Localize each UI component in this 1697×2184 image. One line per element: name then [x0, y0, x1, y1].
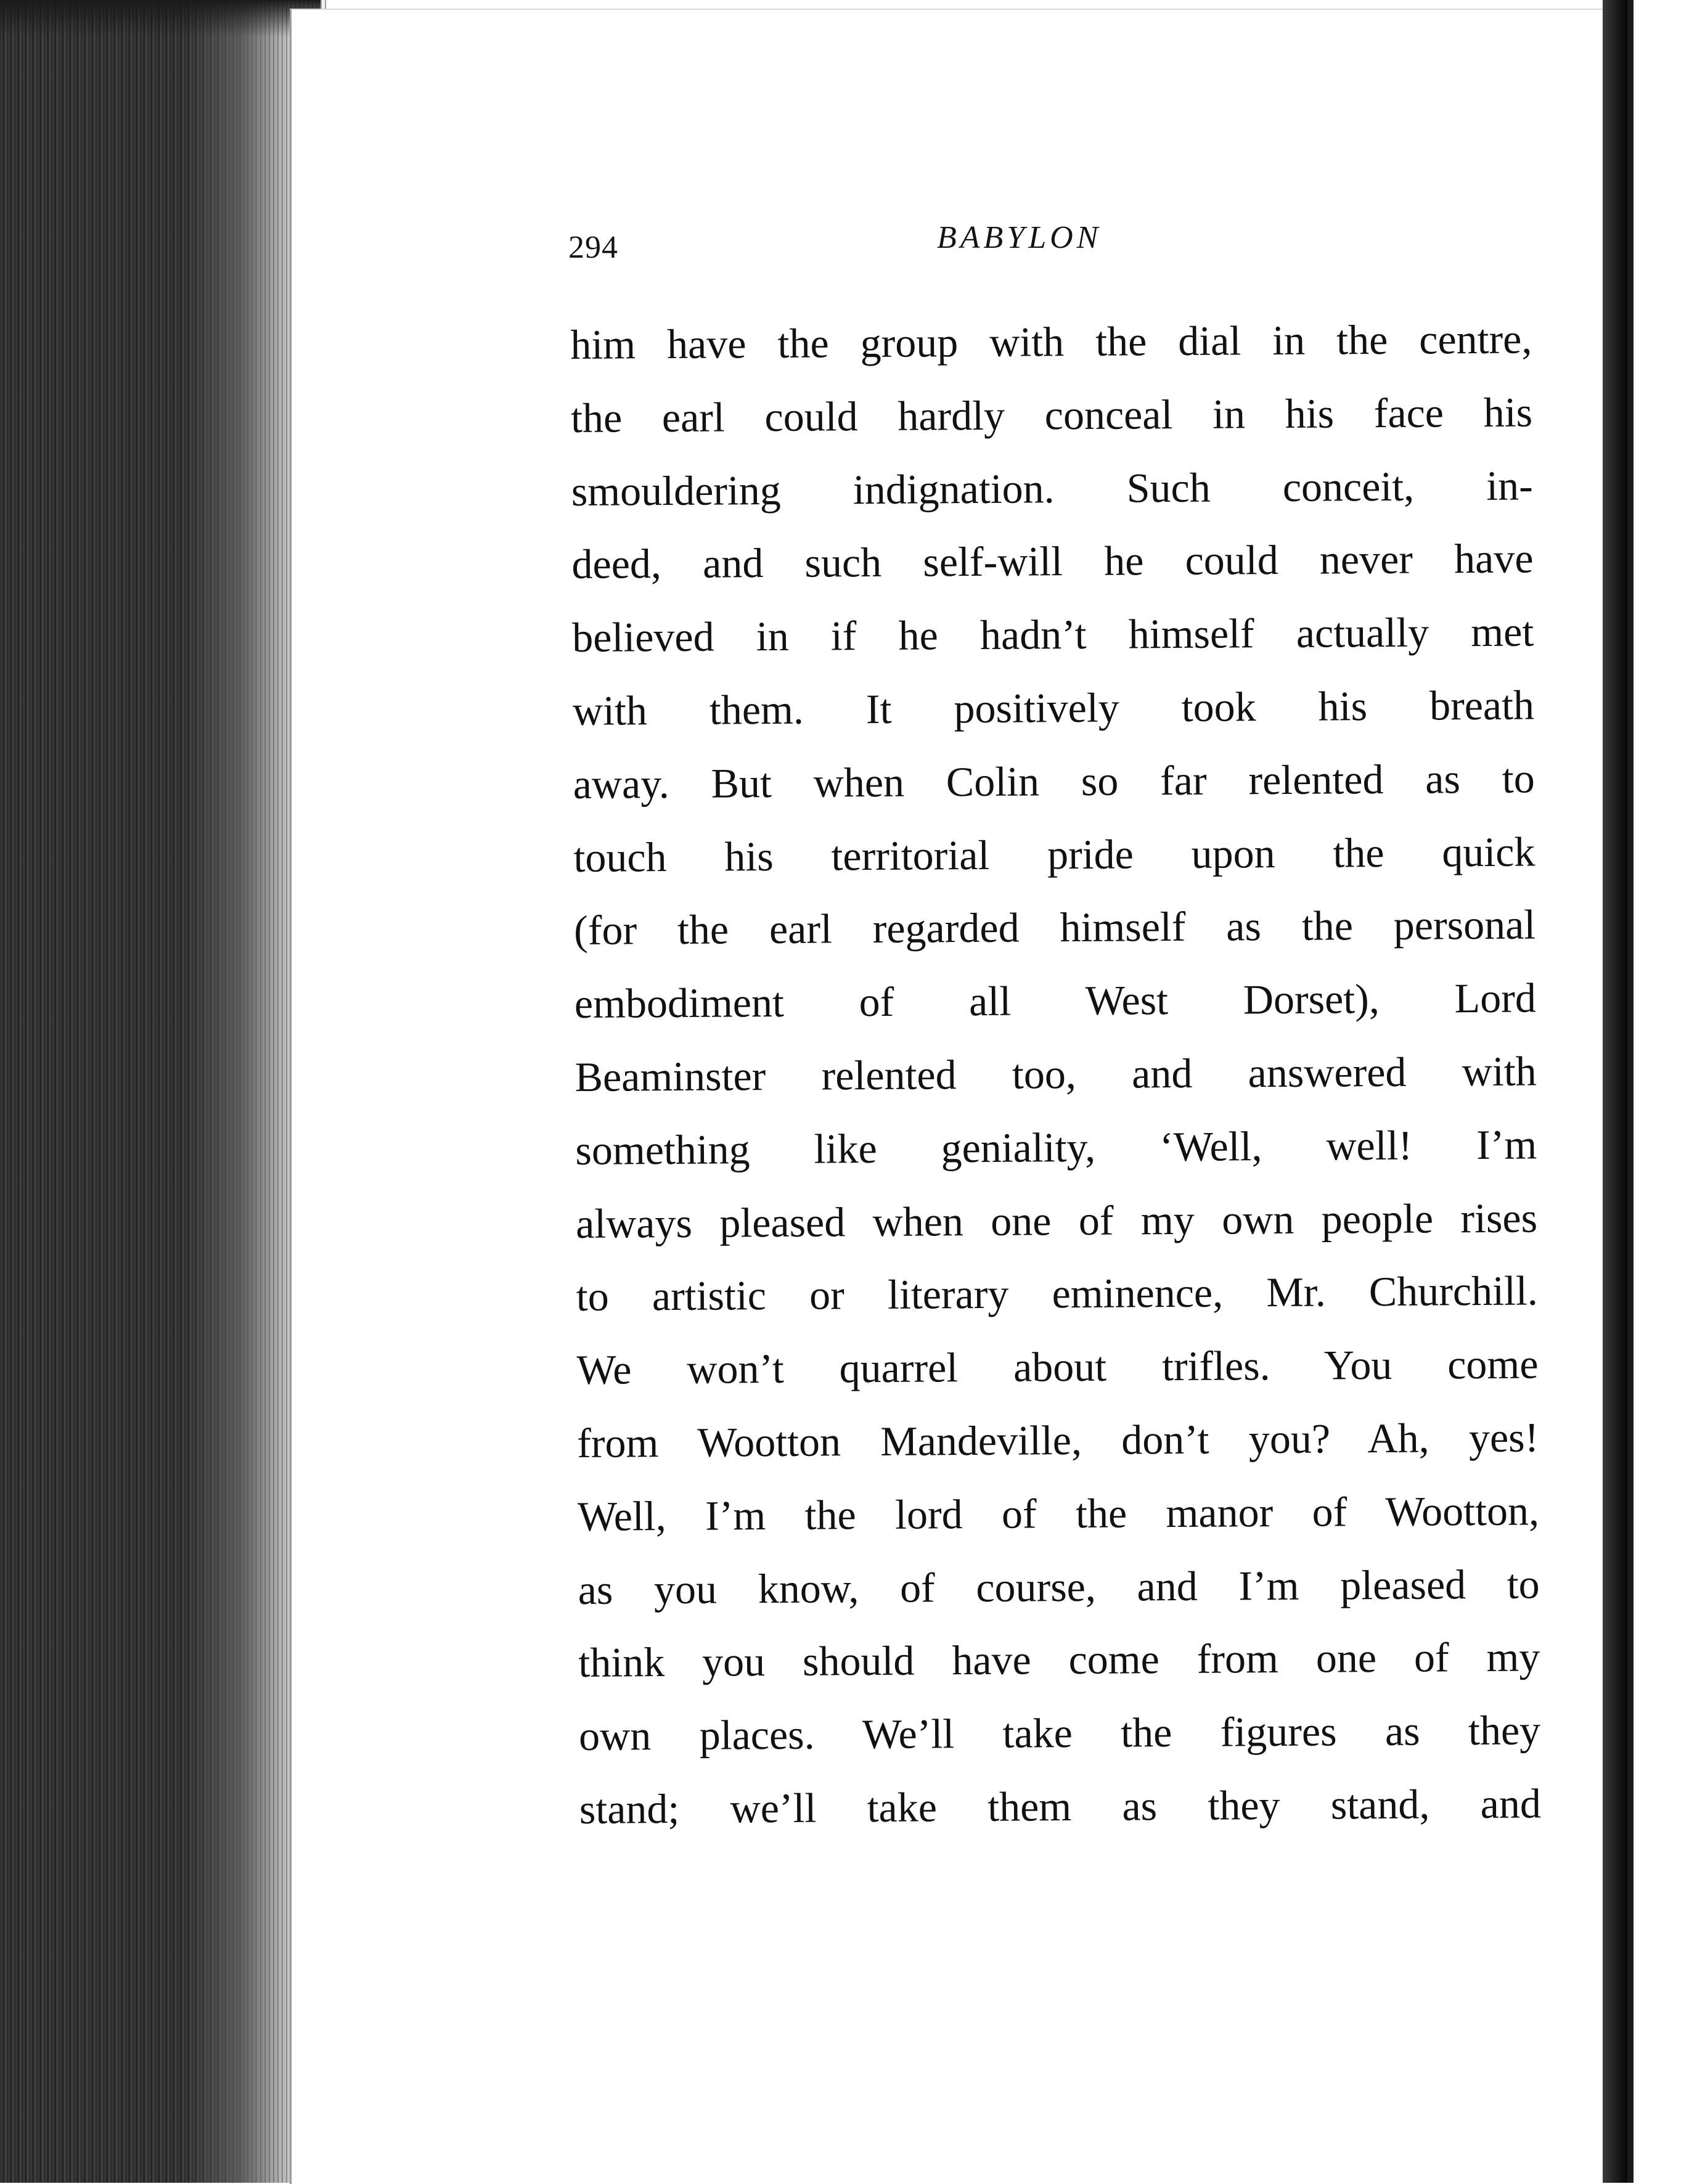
text-line: smouldering indignation. Such conceit, in- [571, 462, 1534, 515]
text-line: believed in if he hadn’t himself actually met [572, 608, 1534, 661]
text-line: think you should have come from one of my [578, 1633, 1540, 1687]
text-line: him have the group with the dial in the centre, [570, 315, 1532, 368]
text-line: own places. We’ll take the figures as they [578, 1706, 1541, 1760]
text-line: the earl could hardly conceal in his face his [570, 388, 1533, 441]
text-line: embodiment of all West Dorset), Lord [574, 974, 1537, 1028]
text-line: always pleased when one of my own people rises [575, 1194, 1538, 1247]
running-head: BABYLON [937, 220, 1102, 255]
text-line: as you know, of course, and I’m pleased to [578, 1560, 1540, 1613]
text-line: touch his territorial pride upon the quick [573, 828, 1535, 881]
text-line: stand; we’ll take them as they stand, and [579, 1780, 1542, 1833]
text-line: deed, and such self-will he could never have [571, 534, 1534, 588]
scan-right-margin [1627, 0, 1697, 2183]
text-line: Beaminster relented too, and answered with [575, 1047, 1537, 1100]
text-line: Well, I’m the lord of the manor of Wootton, [577, 1487, 1540, 1540]
text-line: from Wootton Mandeville, don’t you? Ah, yes! [577, 1413, 1539, 1466]
text-line: (for the earl regarded himself as the personal [573, 901, 1536, 954]
page-number: 294 [568, 230, 618, 265]
text-line: away. But when Colin so far relented as to [573, 755, 1535, 808]
text-line: something like geniality, ‘Well, well! I’m [575, 1121, 1537, 1174]
scan-right-edge [1603, 0, 1627, 2183]
text-line: to artistic or literary eminence, Mr. Churchill. [576, 1267, 1538, 1320]
text-line: We won’t quarrel about trifles. You come [576, 1340, 1539, 1394]
body-text [570, 302, 1541, 1846]
scan-right-lip [1627, 0, 1634, 2183]
text-line: with them. It positively took his breath [572, 681, 1535, 734]
binding-shadow [0, 0, 321, 37]
